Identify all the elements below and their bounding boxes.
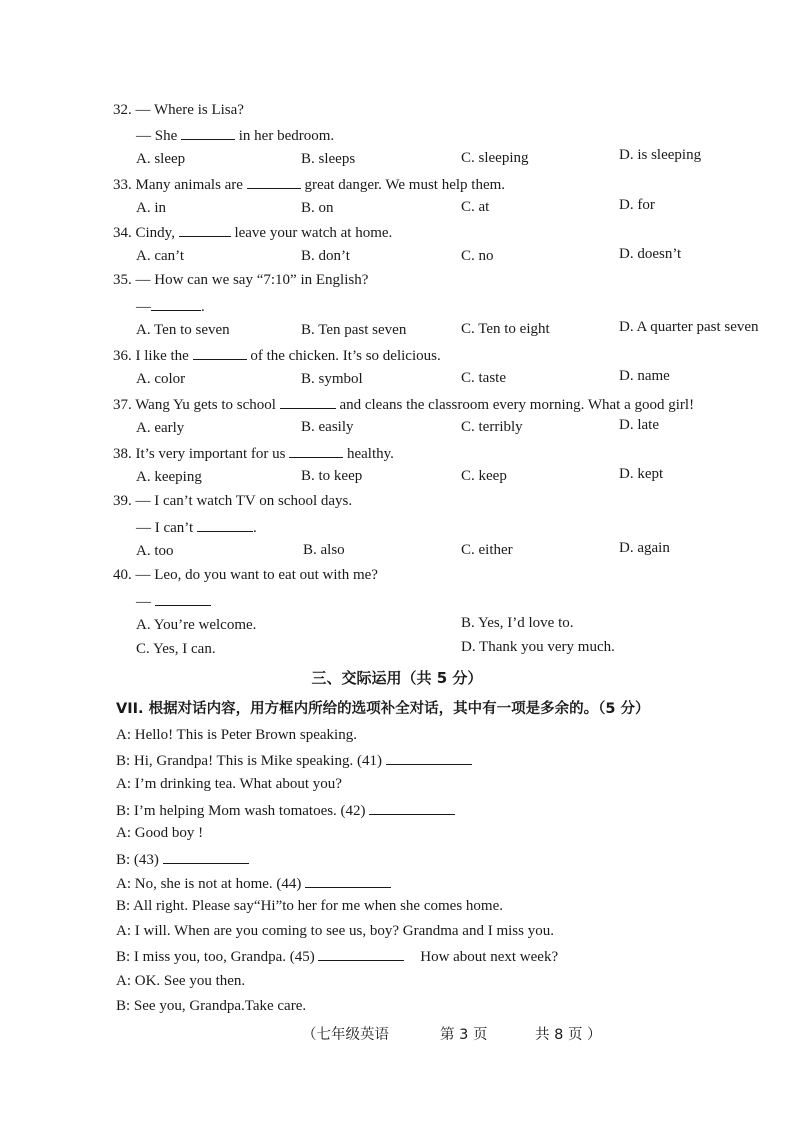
option-38-a: A. keeping: [136, 469, 202, 485]
dialogue-line-7: [116, 873, 391, 893]
question-35-line2-post: .: [201, 299, 205, 315]
footer-page-number: 第 3 页: [440, 1027, 488, 1043]
dialogue-line-8: B: All right. Please say“Hi”to her for me when she comes home.: [116, 898, 503, 914]
option-32-a: A. sleep: [136, 151, 186, 167]
option-34-a: A. can’t: [136, 248, 185, 264]
dialogue-text: A: No, she is not at home. (44): [116, 876, 302, 892]
question-35-line2-pre: —: [136, 299, 151, 315]
option-39-a: A. too: [136, 543, 174, 559]
option-34-d: D. doesn’t: [619, 246, 682, 262]
question-39-line2-pre: — I can’t: [136, 520, 194, 536]
dialogue-line-6: [116, 849, 249, 869]
option-33-a: A. in: [136, 200, 166, 216]
question-36-stem: [113, 345, 441, 365]
question-39-line2: [136, 517, 257, 537]
option-38-c: C. keep: [461, 468, 507, 484]
dialogue-line-12: B: See you, Grandpa.Take care.: [116, 998, 307, 1014]
answer-blank-41: [386, 750, 472, 765]
question-35-line2: [136, 296, 205, 316]
answer-blank: [280, 394, 336, 409]
option-40-a: A. You’re welcome.: [136, 617, 257, 633]
option-33-b: B. on: [301, 200, 334, 216]
dialogue-line-4: [116, 800, 455, 820]
answer-blank: [151, 296, 201, 311]
option-32-d: D. is sleeping: [619, 147, 702, 163]
question-39-stem: 39. — I can’t watch TV on school days.: [113, 493, 353, 509]
answer-blank-44: [305, 873, 391, 888]
dialogue-text: B: (43): [116, 852, 159, 868]
option-38-d: D. kept: [619, 466, 664, 482]
answer-blank: [289, 443, 343, 458]
option-36-a: A. color: [136, 371, 186, 387]
answer-blank: [155, 591, 211, 606]
option-39-b: B. also: [303, 542, 345, 558]
question-40-stem: 40. — Leo, do you want to eat out with me?: [113, 567, 378, 583]
dialogue-line-3: A: I’m drinking tea. What about you?: [116, 776, 342, 792]
answer-blank: [179, 222, 231, 237]
dialogue-line-5: A: Good boy !: [116, 825, 204, 841]
option-39-d: D. again: [619, 540, 670, 556]
section-3-title: 三、交际运用（共 5 分）: [311, 669, 483, 687]
dialogue-text: B: I’m helping Mom wash tomatoes. (42): [116, 803, 366, 819]
question-37-stem: [113, 394, 694, 414]
option-32-b: B. sleeps: [301, 151, 356, 167]
option-35-c: C. Ten to eight: [461, 321, 550, 337]
option-40-c: C. Yes, I can.: [136, 641, 216, 657]
footer-total-pages: 共 8 页 ）: [535, 1027, 602, 1043]
answer-blank: [193, 345, 247, 360]
option-34-b: B. don’t: [301, 248, 350, 264]
dialogue-line-2: [116, 750, 472, 770]
option-32-c: C. sleeping: [461, 150, 529, 166]
option-36-d: D. name: [619, 368, 670, 384]
question-39-line2-post: .: [252, 520, 257, 536]
question-33-post: great danger. We must help them.: [304, 177, 506, 193]
option-36-c: C. taste: [461, 370, 506, 386]
question-33-pre: 33. Many animals are: [113, 177, 243, 193]
option-40-b: B. Yes, I’d love to.: [461, 615, 574, 631]
answer-blank: [197, 517, 253, 532]
question-35-stem: 35. — How can we say “7:10” in English?: [113, 272, 369, 288]
option-40-d: D. Thank you very much.: [461, 639, 615, 655]
answer-blank: [247, 174, 301, 189]
option-35-b: B. Ten past seven: [301, 322, 407, 338]
question-38-pre: 38. It’s very important for us: [113, 446, 286, 462]
option-35-d: D. A quarter past seven: [619, 319, 759, 335]
option-34-c: C. no: [461, 248, 494, 264]
question-32-line2-pre: — She: [136, 128, 178, 144]
question-32-stem: 32. — Where is Lisa?: [113, 102, 244, 118]
question-38-stem: [113, 443, 394, 463]
option-37-d: D. late: [619, 417, 659, 433]
question-37-pre: 37. Wang Yu gets to school: [113, 397, 276, 413]
option-36-b: B. symbol: [301, 371, 363, 387]
question-34-pre: 34. Cindy,: [113, 225, 175, 241]
question-36-post: of the chicken. It’s so delicious.: [250, 348, 441, 364]
section-3-instruction: VII. 根据对话内容，用方框内所给的选项补全对话，其中有一项是多余的。（5 分）: [116, 701, 650, 717]
option-35-a: A. Ten to seven: [136, 322, 230, 338]
dialogue-line-11: A: OK. See you then.: [116, 973, 246, 989]
footer-subject: （七年级英语: [302, 1027, 389, 1043]
question-33-stem: [113, 174, 505, 194]
question-32-line2-post: in her bedroom.: [238, 128, 335, 144]
answer-blank-43: [163, 849, 249, 864]
option-37-c: C. terribly: [461, 419, 523, 435]
answer-blank-45: [318, 946, 404, 961]
dialogue-text-after: How about next week?: [420, 949, 559, 965]
option-33-c: C. at: [461, 199, 490, 215]
dialogue-line-9: A: I will. When are you coming to see us, boy? Grandma and I miss you.: [116, 923, 554, 939]
question-37-post: and cleans the classroom every morning. What a good girl!: [339, 397, 695, 413]
question-40-line2: [136, 591, 211, 611]
question-38-post: healthy.: [346, 446, 394, 462]
dialogue-text: B: I miss you, too, Grandpa. (45): [116, 949, 315, 965]
option-37-a: A. early: [136, 420, 185, 436]
question-34-stem: [113, 222, 392, 242]
answer-blank-42: [369, 800, 455, 815]
dialogue-text: B: Hi, Grandpa! This is Mike speaking. (41): [116, 753, 382, 769]
question-40-line2-pre: —: [136, 594, 151, 610]
dialogue-line-1: A: Hello! This is Peter Brown speaking.: [116, 727, 357, 743]
question-34-post: leave your watch at home.: [234, 225, 393, 241]
option-38-b: B. to keep: [301, 468, 363, 484]
question-32-line2: [136, 125, 334, 145]
option-33-d: D. for: [619, 197, 655, 213]
question-36-pre: 36. I like the: [113, 348, 189, 364]
option-39-c: C. either: [461, 542, 513, 558]
answer-blank: [181, 125, 235, 140]
option-37-b: B. easily: [301, 419, 354, 435]
dialogue-line-10: [116, 946, 558, 966]
